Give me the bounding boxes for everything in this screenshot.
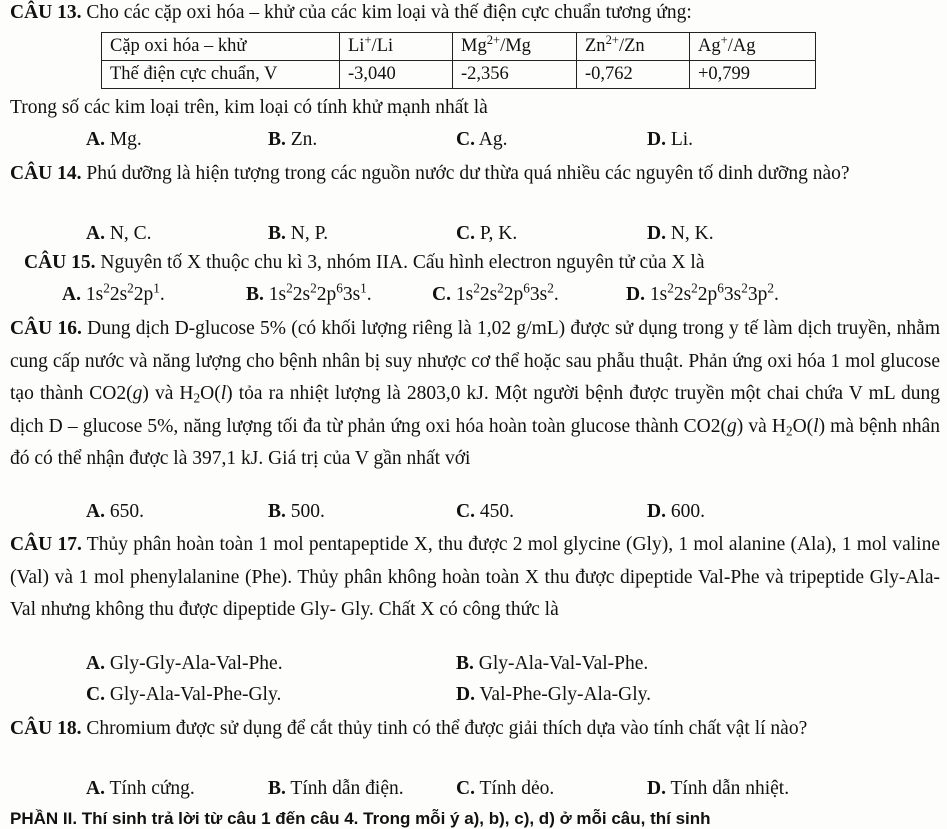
table-header-pair: Cặp oxi hóa – khử [102,33,340,61]
q13-option-b[interactable]: B. Zn. [268,129,318,150]
potential-zn: -0,762 [577,61,690,89]
q17-option-a[interactable]: A. Gly-Gly-Ala-Val-Phe. [86,653,283,674]
q13-option-c[interactable]: C. Ag. [456,129,508,150]
config-d: $1s^22s^22p^63s^23p^2$. [649,280,779,305]
q16-option-a[interactable]: A. 650. [86,501,144,522]
question-16-text-1: Dung dịch D-glucose 5% (có khối lượng riêng là 1,02 g/mL) được sử dụng trong y tế làm dịch truyền, nhằm cung cấp nước và năng lượng cho bệnh nhân bị suy nhược cơ thể hoặc sau phẫu thuật. Phản ứng oxi hóa 1 mol glucose tạo thành [10,318,941,405]
question-14-label: CÂU 14. [10,163,82,184]
question-13-label: CÂU 13. [10,2,82,23]
q17-option-c[interactable]: C. Gly-Ala-Val-Phe-Gly. [86,684,282,705]
q18-option-d[interactable]: D. Tính dẫn nhiệt. [647,778,790,799]
config-c: $1s^22s^22p^63s^2$. [455,280,559,305]
q17-option-d[interactable]: D. Val-Phe-Gly-Ala-Gly. [456,684,651,705]
q16-option-b[interactable]: B. 500. [268,501,325,522]
table-row-potentials [102,61,816,89]
q18-option-a[interactable]: A. Tính cứng. [86,778,195,799]
q18-option-c[interactable]: C. Tính dẻo. [456,778,555,799]
q15-option-b[interactable]: B. $1s^22s^22p^63s^1$. [246,280,372,305]
config-b: $1s^22s^22p^63s^1$. [268,280,372,305]
potential-li: -3,040 [340,61,453,89]
question-18 [10,713,940,746]
q13-option-d[interactable]: D. Li. [647,129,694,150]
q14-option-d[interactable]: D. N, K. [647,223,714,244]
question-16-text-3: ) mà bệnh nhân đó có thể nhận được là 397,1 kJ. Giá trị của V gần nhất với [10,415,941,470]
q14-option-a[interactable]: A. N, C. [86,223,152,244]
question-16-text-2: ) tỏa ra nhiệt lượng là 2803,0 kJ. Một người bệnh được truyền một chai chứa V mL dung dịch D – glucose 5%, năng lượng tối đa từ phản ứng oxi hóa hoàn toàn glucose thành [10,383,940,437]
potential-ag: +0,799 [690,61,816,89]
q15-option-a[interactable]: A. $1s^22s^22p^1$. [62,280,165,305]
question-17-text: Thủy phân hoàn toàn 1 mol pentapeptide X, thu được 2 mol glycine (Gly), 1 mol alanine (Ala), 1 mol valine (Val) và 1 mol phenylalanine (Phe). Thủy phân không hoàn toàn X thu được dipeptide Val-Phe và tripeptide Gly-Ala-Val nhưng không thu được dipeptide Gly- Gly. Chất X có công thức là [10,534,940,621]
question-15-label: CÂU 15. [24,252,96,273]
part-ii-heading: PHẦN II. Thí sinh trả lời từ câu 1 đến câu 4. Trong mỗi ý a), b), c), d) ở mỗi câu, thí sinh [10,809,711,828]
q15-option-c[interactable]: C. $1s^22s^22p^63s^2$. [432,280,559,305]
question-17 [10,529,940,627]
question-13-question: Trong số các kim loại trên, kim loại có tính khử mạnh nhất là [10,97,488,118]
question-14 [10,158,940,191]
pair-li: Li+/Li [340,33,453,61]
pair-ag: Ag+/Ag [690,33,816,61]
electrode-potential-table [101,32,816,89]
question-15-text: Nguyên tố X thuộc chu kì 3, nhóm IIA. Cấu hình electron nguyên tử của X là [100,252,705,273]
question-15 [24,252,704,274]
q18-option-b[interactable]: B. Tính dẫn điện. [268,778,404,799]
table-row-pairs [102,33,816,61]
question-18-label: CÂU 18. [10,718,82,739]
question-14-text: Phú dưỡng là hiện tượng trong các nguồn nước dư thừa quá nhiều các nguyên tố dinh dưỡng nào? [86,163,850,184]
question-16: CÂU 16. Dung dịch D-glucose 5% (có khối lượng riêng là 1,02 g/mL) được sử dụng trong y tế làm dịch truyền, nhằm cung cấp nước và năng lượng cho bệnh nhân bị suy nhược cơ thể hoặc sau phẫu thuật. Phản ứng oxi hóa 1 mol glucose tạo thành CO2(g) và $H_2O(l)$ tỏa ra nhiệt lượng là 2803,0 kJ. Một người bệnh được truyền một chai chứa V mL dung dịch D – glucose 5%, năng lượng tối đa từ phản ứng oxi hóa hoàn toàn glucose thành CO2(g) và $H_2O(l)$ mà bệnh nhân đó có thể nhận được là 397,1 kJ. Giá trị của V gần nhất với [10,318,941,470]
question-13-text: Cho các cặp oxi hóa – khử của các kim loại và thế điện cực chuẩn tương ứng: [86,2,692,23]
question-18-text: Chromium được sử dụng để cắt thủy tinh có thể được giải thích dựa vào tính chất vật lí nào? [86,718,808,739]
q15-option-d[interactable]: D. $1s^22s^22p^63s^23p^2$. [626,280,779,305]
question-17-label: CÂU 17. [10,534,82,555]
q17-option-b[interactable]: B. Gly-Ala-Val-Val-Phe. [456,653,649,674]
q13-option-a[interactable]: A. Mg. [86,129,142,150]
question-16-label: CÂU 16. [10,318,82,339]
q14-option-c[interactable]: C. P, K. [456,223,518,244]
potential-mg: -2,356 [453,61,577,89]
q16-option-c[interactable]: C. 450. [456,501,514,522]
question-13-intro [10,2,692,24]
pair-zn: $Zn^{2+}/Zn$ [577,33,690,61]
pair-mg: $Mg^{2+}/Mg$ [453,33,577,61]
q16-option-d[interactable]: D. 600. [647,501,705,522]
table-header-potential: Thế điện cực chuẩn, V [102,61,340,89]
q14-option-b[interactable]: B. N, P. [268,223,329,244]
config-a: $1s^22s^22p^1$. [85,280,165,305]
